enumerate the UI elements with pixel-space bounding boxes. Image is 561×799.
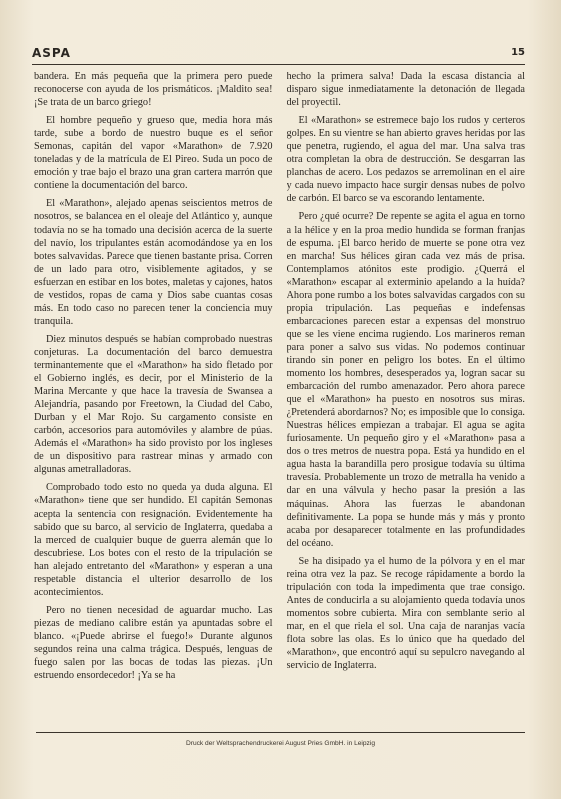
article-column-right <box>287 70 526 715</box>
article-column-left <box>34 70 273 715</box>
article-body <box>34 70 525 715</box>
page-header <box>32 42 525 65</box>
footer-rule <box>36 732 525 733</box>
paragraph: El «Marathon» se estremece bajo los rudos y certeros golpes. En su vientre se han abierto graves heridas por las que penetra, rugiendo, el agua del mar. Una salva tras otra completan la obra de destrucción. Se desgarran las planchas de acero. Los pedazos se arremolinan en el aire y cada nuevo impacto hace surgir densas nubes de polvo de carbón. El barco se va escorando lentamente. <box>286 115 525 205</box>
paragraph: Se ha disipado ya el humo de la pólvora y en el mar reina otra vez la paz. Se recoge rápidamente a bordo la tripulación con toda la impedimenta que trae consigo. Antes de conducirla a su alojamiento queda todavía unos momentos sobre cubierta. Mira con semblante serio al mar, en el que riela el sol. Una caja de naranjas vacía flota sobre las olas. Es lo único que ha quedado del «Marathon», que encontró aquí su sepulcro navegando al servicio de Inglaterra. <box>286 555 525 672</box>
paragraph: Pero no tienen necesidad de aguardar mucho. Las piezas de mediano calibre están ya apuntadas sobre el blanco. «¡Puede abrirse el fuego!» Durante algunos segundos reina una calma trágica. Después, lenguas de fuego salen por las bocas de todas las piezas. ¡Un estruendo ensordecedor! ¡Ya se ha <box>34 604 273 682</box>
paragraph: El hombre pequeño y grueso que, media hora más tarde, sube a bordo de nuestro buque es el señor Semonas, capitán del vapor «Marathon» de 7.920 toneladas y de la matrícula de El Pireo. Suda un poco de emoción y trae bajo el brazo una gran cartera marrón que contiene la documentación del barco. <box>34 115 273 192</box>
paragraph: bandera. En más pequeña que la primera pero puede reconocerse con ayuda de los prismáticos. ¡Maldito sea! ¡Se trata de un barco griego! <box>34 71 273 109</box>
paragraph: hecho la primera salva! Dada la escasa distancia al disparo sigue inmediatamente la detonación de llegada del proyectil. <box>286 71 525 109</box>
magazine-name: ASPA <box>32 46 71 60</box>
page-number: 15 <box>511 47 525 58</box>
paragraph: Diez minutos después se habían comprobado nuestras conjeturas. La documentación del barco demuestra terminantemente que el «Marathon» ha sido fletado por el Gobierno inglés, es decir, por el Ministerio de la Marina Mercante y que hace la travesía de Swansea a Alejandría, pasando por Freetown, la Ciudad del Cabo, Durban y el Mar Rojo. Su cargamento consiste en carbón, accesorios para automóviles y alambre de púas. Además el «Marathon» ha sido provisto por los ingleses de un dispositivo para rastrear minas y armado con algunas ametralladoras. <box>34 333 273 476</box>
paragraph: Pero ¿qué ocurre? De repente se agita el agua en torno a la hélice y en la proa medio hundida se forman franjas de espuma. ¡El barco herido de muerte se pone otra vez en marcha! Sus hélices giran cada vez más de prisa. Contemplamos atónitos este prodigio. ¿Querrá el «Marathon» escapar al exterminio apelando a la huída? Ahora pone rumbo a los botes salvavidas cargados con su propia tripulación. Las pequeñas e indefensas embarcaciones parecen estar a expensas del monstruo que se les viene encima rugiendo. Los marineros reman para poner a salvo sus vidas. No podemos continuar tirando sin poner en peligro los botes. En el último momento los hombres, desesperados ya, logran sacar su embarcación del rumbo amenazador. Pero ahora parece que el «Marathon» ha puesto en nosotros sus miras. ¿Pretenderá abordarnos? No; es imposible que lo consiga. Nuestras hélices empiezan a trabajar. El agua se agita furiosamente. Un pequeño giro y el «Marathon» pasa a dos o tres metros de nuestra popa. Está ya hundido en el agua hasta la barandilla pero prosigue todavía su última travesía. Probablemente un trozo de metralla ha venido a dar en una válvula y hecho pasar la presión a las máquinas. Ahora las fuerzas le abandonan definitivamente. La popa se hunde más y más y pronto acaba por desaparecer totalmente en las profundidades del océano. <box>286 211 525 549</box>
printer-imprint: Druck der Weltsprachendruckerei August Pries GmbH. in Leipzig <box>186 740 375 747</box>
paragraph: El «Marathon», alejado apenas seiscientos metros de nosotros, se balancea en el oleaje del Atlántico y, aunque todavía no se ha tomado una decisión acerca de la suerte del navío, los tripulantes están acomodándose ya en los botes salvavidas. Parece que tienen bastante prisa. Corren de un lado para otro, visiblemente agitados, y se esfuerzan en estibar en los botes, maletas y cajones, hatos de vestidos, ropas de cama y Dios sabe cuantas cosas más. En todo caso no parecen tener la conciencia muy tranquila. <box>34 198 273 327</box>
paragraph: Comprobado todo esto no queda ya duda alguna. El «Marathon» tiene que ser hundido. El capitán Semonas acepta la sentencia con resignación. Evidentemente ha sabido que su barco, al servicio de Inglaterra, quedaba a la merced de cualquier buque de guerra alemán que lo descubriese. Los botes con el resto de la tripulación se han alejado entretanto del «Marathon» y esperan a una respetable distancia el ulterior desarrollo de los acontecimientos. <box>34 482 273 598</box>
